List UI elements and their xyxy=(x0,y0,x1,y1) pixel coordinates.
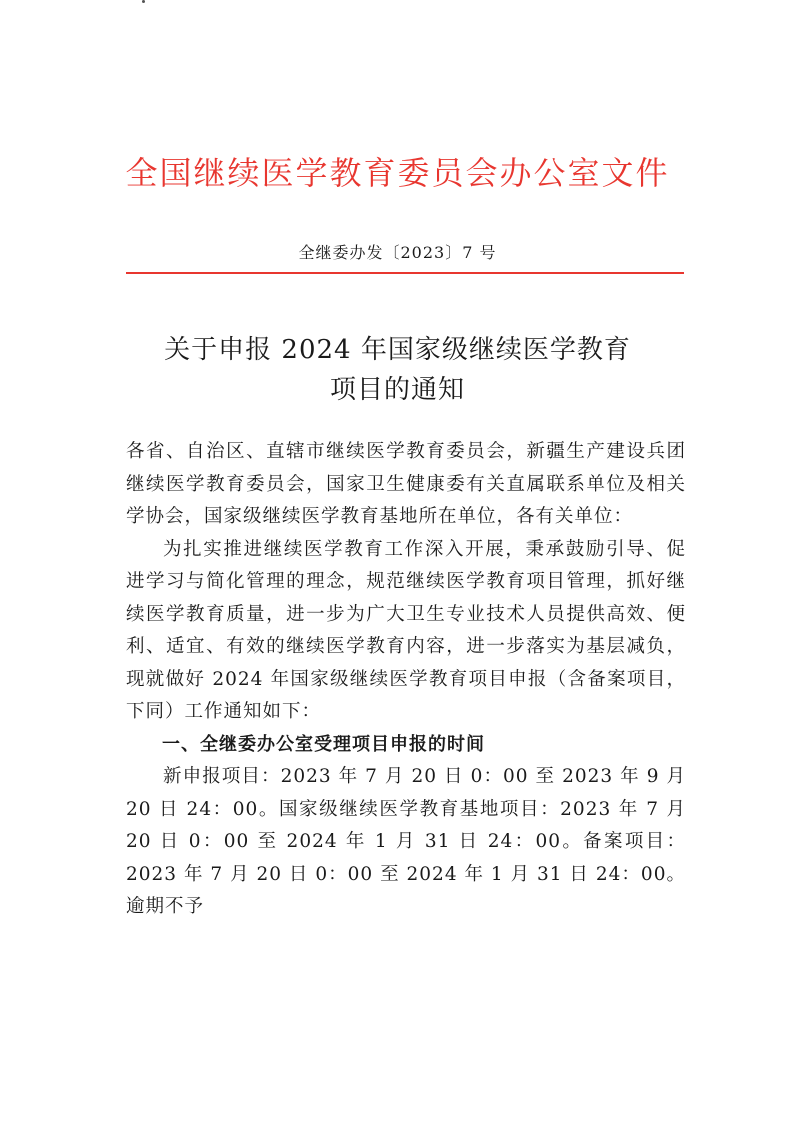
document-body xyxy=(126,436,686,924)
red-divider-line xyxy=(126,272,684,274)
notice-title xyxy=(0,330,795,410)
scan-dot xyxy=(142,0,145,3)
notice-title-line-1: 关于申报 2024 年国家级继续医学教育 xyxy=(164,335,631,365)
document-number: 全继委办发〔2023〕7 号 xyxy=(298,243,497,262)
section-1-paragraph: 新申报项目：2023 年 7 月 20 日 0：00 至 2023 年 9 月 20 日 24：00。国家级继续医学教育基地项目：2023 年 7 月 20 日 0：00 至 2024 年 1 月 31 日 24：00。备案项目：2023 年 7 月 20 日 0：00 至 2024 年 1 月 31 日 24：00。逾期不予 xyxy=(126,766,686,917)
issuer-title: 全国继续医学教育委员会办公室文件 xyxy=(125,154,670,192)
intro-paragraph: 为扎实推进继续医学教育工作深入开展，秉承鼓励引导、促进学习与简化管理的理念，规范继续医学教育项目管理，抓好继续医学教育质量，进一步为广大卫生专业技术人员提供高效、便利、适宜、有效的继续医学教育内容，进一步落实为基层减负，现就做好 2024 年国家级继续医学教育项目申报（含备案项目，下同）工作通知如下： xyxy=(126,538,686,722)
addressee-paragraph: 各省、自治区、直辖市继续医学教育委员会，新疆生产建设兵团继续医学教育委员会，国家卫生健康委有关直属联系单位及相关学协会，国家级继续医学教育基地所在单位，各有关单位： xyxy=(126,441,686,527)
notice-title-line-2: 项目的通知 xyxy=(329,375,465,405)
section-heading-1: 一、全继委办公室受理项目申报的时间 xyxy=(162,733,485,755)
